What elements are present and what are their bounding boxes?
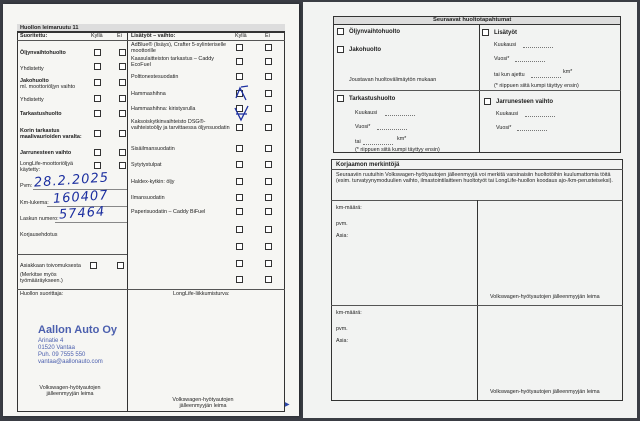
checkbox-jarruneste-next[interactable]: [484, 98, 491, 105]
checkbox-korin-ei[interactable]: [119, 130, 126, 137]
checkbox-oljynvaihto-ei[interactable]: [119, 49, 126, 56]
next-kuukausi-1-line: [523, 47, 553, 48]
checkbox-kaasu-ei[interactable]: [265, 58, 272, 65]
checkbox-adblue-ei[interactable]: [265, 44, 272, 51]
item-kaasulaitteisto: Kaasulaitteiston tarkastus – Caddy EcoFuel: [131, 56, 215, 69]
checkbox-empty2-kylla[interactable]: [236, 243, 243, 250]
next-kuukausi-3: Kuukausi: [496, 111, 519, 117]
checkbox-oljynvaihto-next[interactable]: [337, 28, 344, 35]
checkbox-jakohuolto-next[interactable]: [337, 46, 344, 53]
checkbox-longlife-ei[interactable]: [119, 162, 126, 169]
checkbox-kaasu-kylla[interactable]: [236, 58, 243, 65]
next-kuukausi-2-line: [385, 115, 415, 116]
checkbox-jakohuolto-kylla[interactable]: [94, 79, 101, 86]
next-service-mid-line: [333, 90, 621, 91]
checkbox-kiristys-ei[interactable]: [265, 105, 272, 112]
checkbox-tarkastus-ei[interactable]: [119, 110, 126, 117]
checkbox-poltto-ei[interactable]: [265, 73, 272, 80]
item-haldex: Haldex-kytkin: öljy: [131, 179, 175, 185]
lasku-value[interactable]: 57464: [58, 204, 106, 223]
item-jarruneste: Jarrunesteen vaihto: [20, 150, 72, 156]
entry2-asia: Asia:: [336, 338, 348, 344]
next-kuukausi-1: Kuukausi: [494, 42, 517, 48]
next-vuosi-3: Vuosi*: [496, 125, 512, 131]
item-korin-tarkastus: Korin tarkastus maalivaurioiden varalta:: [20, 128, 82, 141]
checkbox-sisailma-kylla[interactable]: [236, 145, 243, 152]
next-vuosi-2: Vuosi*: [355, 124, 371, 130]
checkbox-empty3-kylla[interactable]: [236, 260, 243, 267]
checkbox-yhdistetty1-kylla[interactable]: [94, 63, 101, 70]
next-vuosi-3-line: [517, 130, 547, 131]
next-tai: tai: [355, 139, 361, 145]
next-jakohuolto: Jakohuolto: [349, 47, 382, 53]
next-page-arrow-icon: ▶: [285, 402, 290, 408]
next-km-line-2: [363, 144, 393, 145]
item-oljynvaihto: Öljynvaihtohuolto: [20, 50, 66, 56]
next-km-line: [531, 77, 561, 78]
checkbox-empty1-ei[interactable]: [265, 226, 272, 233]
entry2-leima: Volkswagen-hyötyautojen jälleenmyyjän leima: [490, 389, 600, 395]
asiakkaan-label: Asiakkaan toivomuksesta: [20, 263, 81, 269]
checkbox-empty4-kylla[interactable]: [236, 276, 243, 283]
left-bottom-divider: [17, 289, 285, 290]
checkbox-tarkastus-next[interactable]: [337, 95, 344, 102]
checkbox-dsg-ei[interactable]: [265, 124, 272, 131]
checkbox-ilma-kylla[interactable]: [236, 194, 243, 201]
checkbox-haldex-ei[interactable]: [265, 178, 272, 185]
lasku-label: Laskun numero:: [20, 216, 59, 222]
entry1-leima: Volkswagen-hyötyautojen jälleenmyyjän leima: [490, 294, 600, 300]
next-joustavan: Joustavan huoltovälimäytön mukaan: [349, 77, 437, 83]
handwritten-check-marks: [232, 84, 252, 124]
checkbox-empty1-kylla[interactable]: [236, 226, 243, 233]
col-suoritettu: Suoritettu:: [20, 33, 48, 39]
checkbox-yhdistetty2-ei[interactable]: [119, 95, 126, 102]
item-longlife-oil: LongLife-moottoriöljyä käytetty:: [20, 161, 74, 174]
dealer-stamp-line-1: Arinatie 4: [38, 338, 64, 344]
leima-right-label: Volkswagen-hyötyautojen jälleenmyyjän leima: [172, 397, 234, 410]
item-adblue: AdBlue® (lisäys), Crafter 5-sylinteriselle moottorille: [131, 42, 227, 55]
dealer-stamp-name: Aallon Auto Oy: [38, 324, 118, 336]
item-jakohuolto: Jakohuolto: [20, 78, 49, 84]
checkbox-jarruneste-kylla[interactable]: [94, 149, 101, 156]
col-ei-right: Ei: [265, 33, 270, 39]
checkbox-lisatyot-next[interactable]: [482, 29, 489, 36]
checkbox-empty3-ei[interactable]: [265, 260, 272, 267]
next-service-divider: [479, 25, 480, 153]
next-footnote-1: (* riippuen siitä kumpi täyttyy ensin): [494, 83, 579, 89]
merkitse-label: (Merkitse myös työmääräykseen.): [20, 272, 63, 285]
next-footnote-2: (* riippuen siitä kumpi täyttyy ensin): [355, 147, 440, 153]
checkbox-jakohuolto-ei[interactable]: [119, 79, 126, 86]
item-paperisuodatin: Paperisuodatin – Caddy BiFuel: [131, 209, 206, 215]
entry2-km: km-määrä:: [336, 310, 362, 316]
next-tarkastus: Tarkastushuolto: [349, 96, 396, 102]
checkbox-empty4-ei[interactable]: [265, 276, 272, 283]
checkbox-paperi-ei[interactable]: [265, 208, 272, 215]
korjaamo-title: Korjaamon merkintöjä: [336, 162, 400, 168]
item-sytytystulpat: Sytytystulpat: [131, 162, 162, 168]
dealer-stamp-line-2: 01520 Vantaa: [38, 345, 75, 351]
item-hammashihna: Hammashihna: [131, 91, 166, 97]
next-kuukausi-3-line: [525, 116, 555, 117]
checkbox-dsg-kylla[interactable]: [236, 124, 243, 131]
left-page: [3, 4, 299, 416]
checkbox-ilma-ei[interactable]: [265, 194, 272, 201]
checkbox-poltto-kylla[interactable]: [236, 73, 243, 80]
next-km-unit-1: km*: [563, 69, 573, 75]
entry2-pvm: pvm.: [336, 326, 348, 332]
checkbox-korin-kylla[interactable]: [94, 130, 101, 137]
checkbox-longlife-kylla[interactable]: [94, 162, 101, 169]
korjaus-divider: [17, 254, 127, 255]
pvm-value[interactable]: 28.2.2025: [33, 170, 110, 191]
next-jarruneste: Jarrunesteen vaihto: [496, 99, 554, 105]
item-polttoneste: Polttonestesuodatin: [131, 74, 179, 80]
next-lisatyot: Lisätyöt: [494, 30, 518, 36]
col-header-line: [17, 40, 285, 41]
korjaamo-text: Seuraaviin ruutuihin Volkswagen-hyötyautojen jälleenmyyjä voi merkitä varsinaisiin huoltotöihin kuulumattomia töitä (esim. turvatyynymoduulien vaihto, ilmastointilaitteen huoltotyöt tai LongLife-huollon koodaus ajo-/km-perusteiseksi).: [336, 172, 613, 185]
km-label: Km-lukema:: [20, 200, 49, 206]
checkbox-sytytys-ei[interactable]: [265, 161, 272, 168]
pvm-label: Pvm:: [20, 183, 33, 189]
next-km-unit-2: km*: [397, 136, 407, 142]
item-yhdistetty-2: Yhdistetty: [20, 97, 44, 103]
checkbox-jarruneste-ei[interactable]: [119, 149, 126, 156]
entry1-km: km-määrä:: [336, 205, 362, 211]
item-ilmansuodatin: Ilmansuodatin: [131, 195, 165, 201]
col-lisatyot: Lisätyöt – vaihto:: [131, 33, 176, 39]
checkbox-empty2-ei[interactable]: [265, 243, 272, 250]
next-vuosi-1: Vuosi*: [494, 56, 510, 62]
checkbox-tarkastus-kylla[interactable]: [94, 110, 101, 117]
right-header-title: Seuraavat huoltotapahtumat: [433, 17, 512, 23]
checkbox-oljynvaihto-kylla[interactable]: [94, 49, 101, 56]
checkbox-asiakkaan-ei[interactable]: [117, 262, 124, 269]
item-kiristysrulla: Hammashihna: kiristysrulla: [131, 106, 196, 112]
korjaamo-title-line: [331, 169, 623, 170]
left-header-title: Huollon leimaruutu 11: [20, 25, 79, 31]
next-kuukausi-2: Kuukausi: [355, 110, 378, 116]
col-kylla-left: Kyllä: [91, 33, 103, 39]
korjausehdotus-label: Korjausehdotus: [20, 232, 58, 238]
suorittaja-label: Huollon suorittaja:: [20, 291, 64, 297]
item-sisailma: Sisäilmansuodatin: [131, 146, 175, 152]
dealer-stamp-line-4: vantaa@aallonauto.com: [38, 359, 103, 365]
dealer-stamp-line-3: Puh. 09 7555 550: [38, 352, 86, 358]
next-oljynvaihto: Öljynvaihtohuolto: [349, 29, 400, 35]
checkbox-adblue-kylla[interactable]: [236, 44, 243, 51]
checkbox-hammashihna-ei[interactable]: [265, 90, 272, 97]
right-page: [303, 2, 637, 418]
checkbox-sytytys-kylla[interactable]: [236, 161, 243, 168]
checkbox-yhdistetty1-ei[interactable]: [119, 63, 126, 70]
col-kylla-right: Kyllä: [235, 33, 247, 39]
entry1-pvm: pvm.: [336, 221, 348, 227]
checkbox-asiakkaan-kylla[interactable]: [90, 262, 97, 269]
checkbox-paperi-kylla[interactable]: [236, 208, 243, 215]
next-vuosi-1-line: [515, 61, 545, 62]
entry1-asia: Asia:: [336, 233, 348, 239]
leima-left-label: Volkswagen-hyötyautojen jälleenmyyjän leima: [39, 385, 101, 398]
km-value[interactable]: 160407: [52, 188, 110, 207]
col-ei-left: Ei: [117, 33, 122, 39]
item-tarkastushuolto: Tarkastushuolto: [20, 111, 62, 117]
next-vuosi-2-line: [377, 129, 407, 130]
korjaamo-divider: [477, 200, 478, 401]
checkbox-haldex-kylla[interactable]: [236, 178, 243, 185]
next-tai-ajettu: tai kun ajettu: [494, 72, 525, 78]
item-yhdistetty-1: Yhdistetty: [20, 66, 44, 72]
longlife-turva-label: LongLife-liikkumisturva:: [173, 291, 230, 297]
checkbox-yhdistetty2-kylla[interactable]: [94, 95, 101, 102]
korjaamo-mid-line: [331, 305, 623, 306]
left-divider: [127, 32, 128, 412]
item-jakohuolto-sub: ml. moottoriöljyn vaihto: [20, 84, 76, 90]
item-dsg: Kaksoiskytkinvaihteisto DSG®-vaihteistoöljy ja tarvittaessa öljynsuodatin: [131, 119, 230, 132]
checkbox-sisailma-ei[interactable]: [265, 145, 272, 152]
